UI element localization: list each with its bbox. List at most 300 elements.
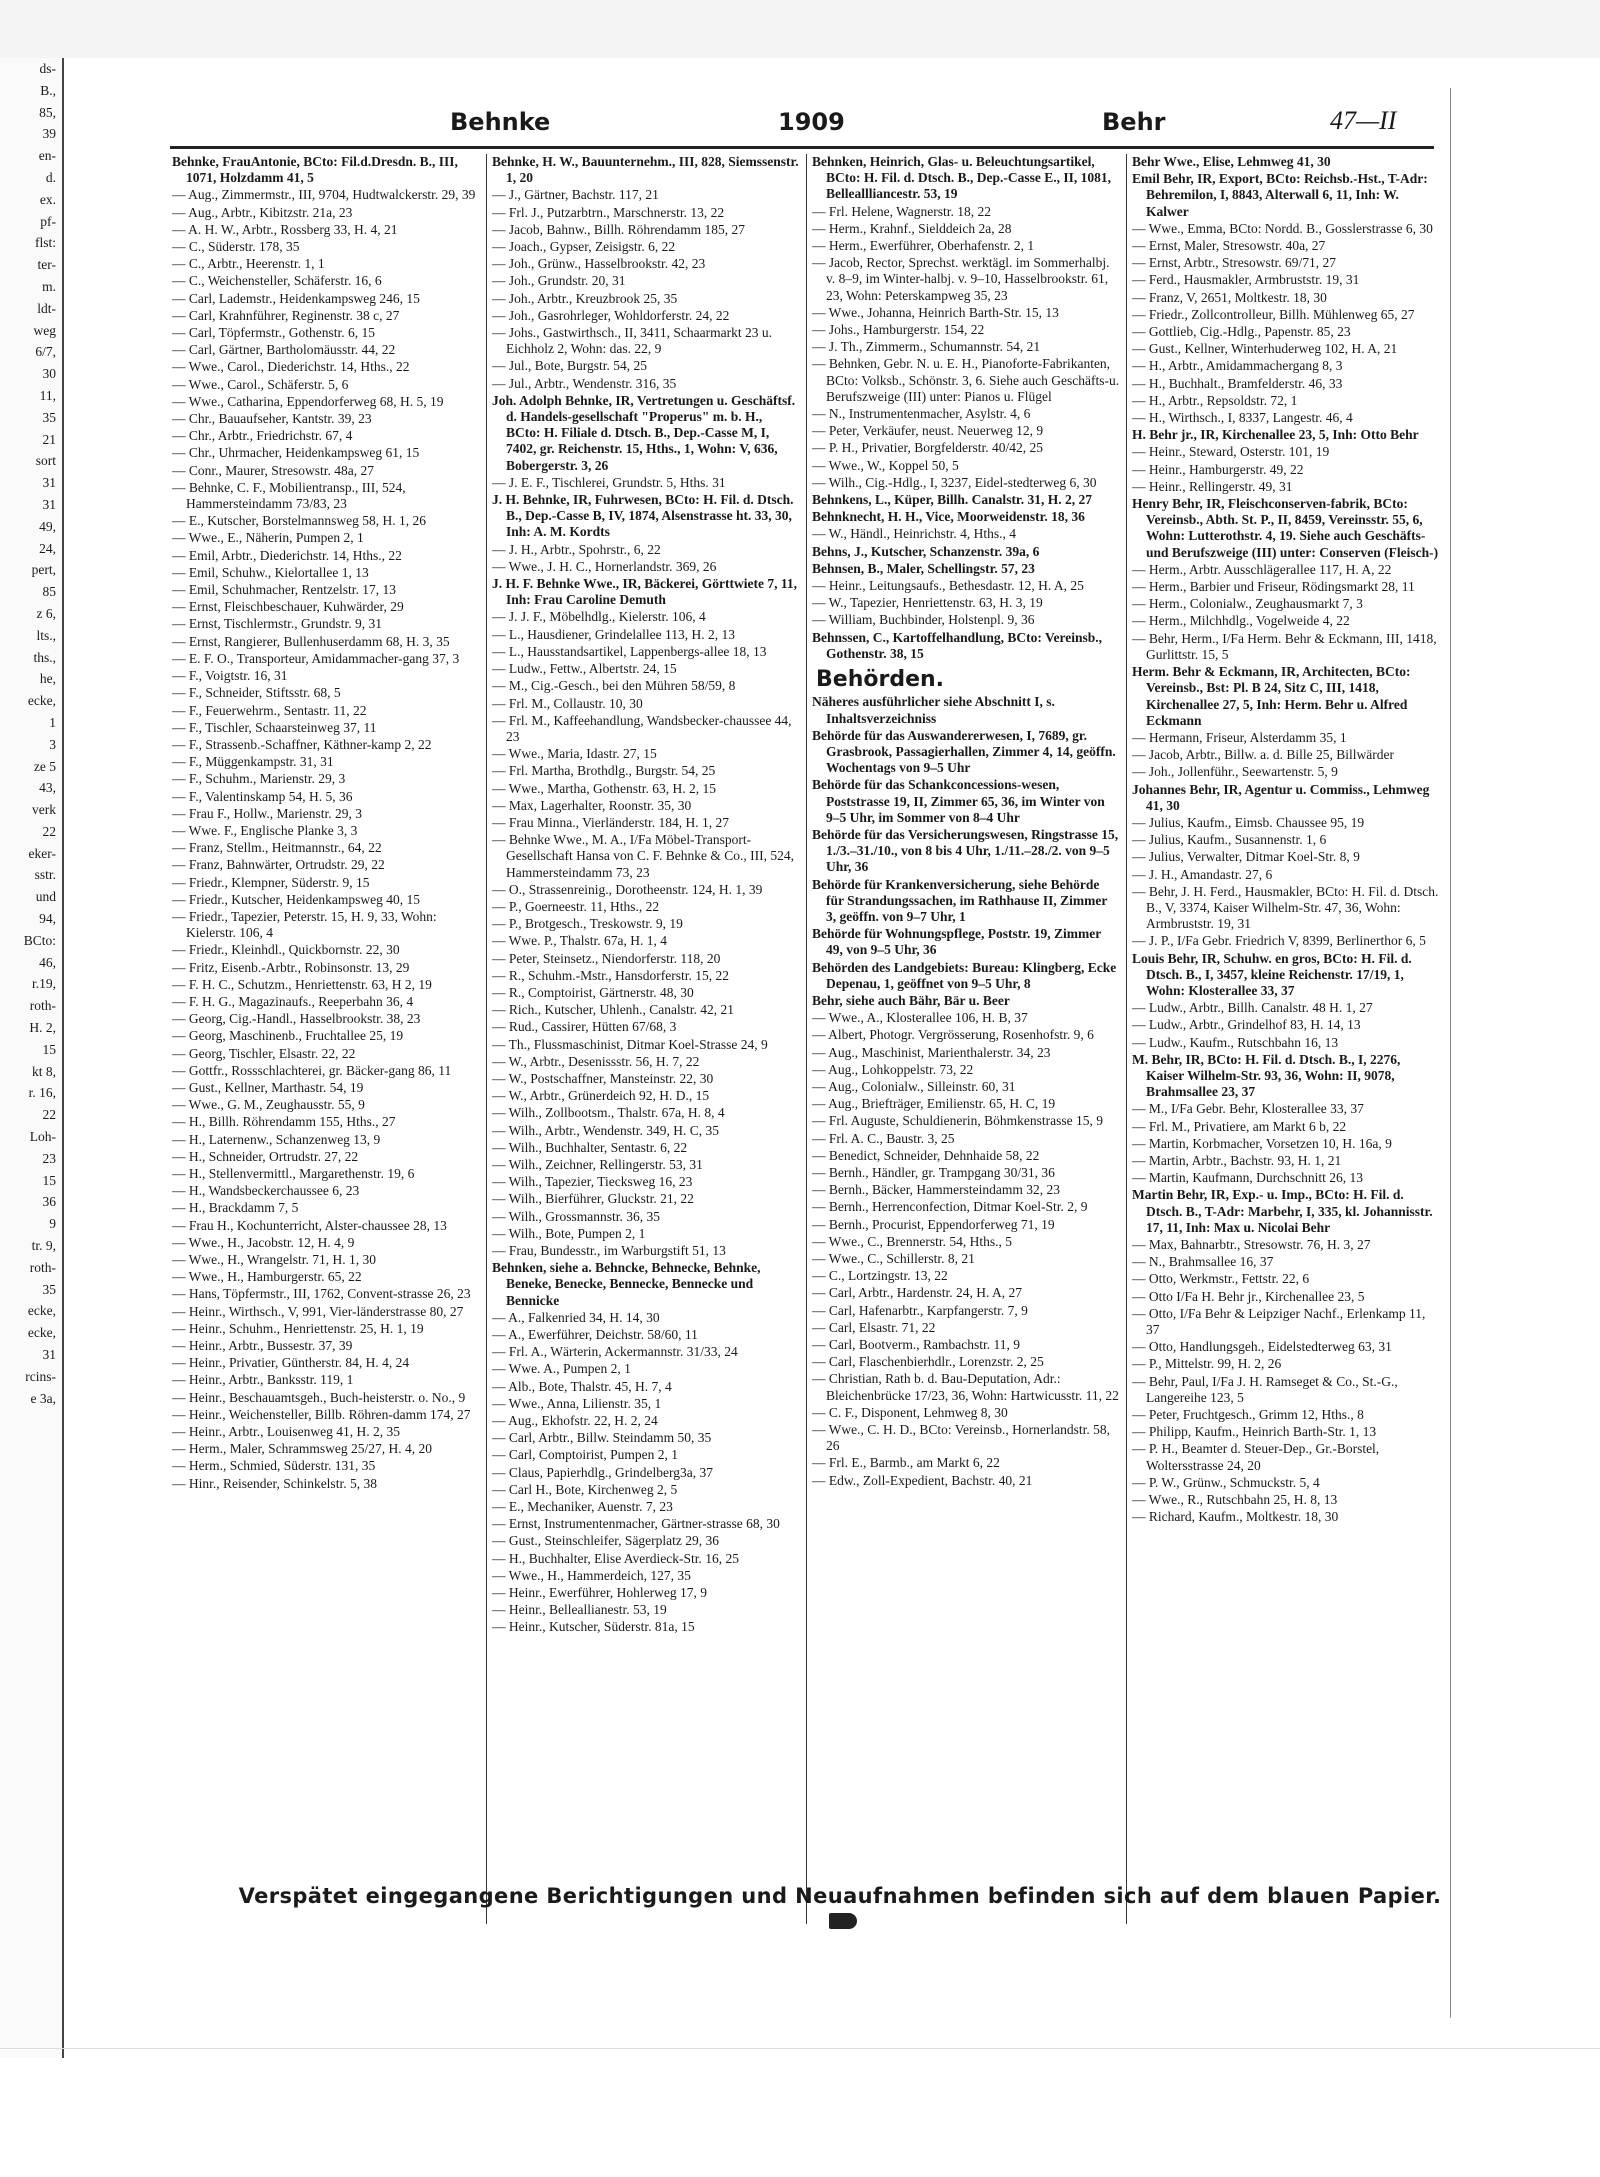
- directory-entry: — Wwe., Carol., Diederichstr. 14, Hths., 22: [172, 359, 410, 375]
- directory-entry: — Rud., Cassirer, Hütten 67/68, 3: [492, 1019, 677, 1035]
- directory-entry: — Hinr., Reisender, Schinkelstr. 5, 38: [172, 1475, 377, 1491]
- directory-entry: — Emil, Schuhw., Kielortallee 1, 13: [172, 564, 369, 580]
- directory-entry: — Carl, Flaschenbierhdlr., Lorenzstr. 2, 25: [812, 1354, 1044, 1370]
- directory-entry: — A. H. W., Arbtr., Rossberg 33, H. 4, 21: [172, 221, 398, 237]
- directory-entry: — Aug., Ekhofstr. 22, H. 2, 24: [492, 1413, 658, 1429]
- header-left-keyword: Behnke: [450, 108, 551, 136]
- directory-entry: — Heinr., Arbtr., Bussestr. 37, 39: [172, 1338, 353, 1354]
- directory-entry: — Carl, Comptoirist, Pumpen 2, 1: [492, 1447, 679, 1463]
- directory-entry: — Wilh., Zeichner, Rellingerstr. 53, 31: [492, 1156, 703, 1172]
- directory-entry: — Heinr., Belleallianestr. 53, 19: [492, 1602, 667, 1618]
- directory-entry: — Frl. A. C., Baustr. 3, 25: [812, 1130, 955, 1146]
- directory-entry: — Ernst, Rangierer, Bullenhuserdamm 68, H. 3, 35: [172, 633, 450, 649]
- directory-entry: — Wilh., Grossmannstr. 36, 35: [492, 1208, 660, 1224]
- directory-entry: Henry Behr, IR, Fleischconserven-fabrik, BCto: Vereinsb., Abth. St. P., II, 8459, Vereinsstr. 55, 6, Wohn: Lutterothstr. 4, 19. Siehe auch Geschäfts- und Berufszweige (III) unter: Conserven (Fleisch-): [1132, 496, 1439, 560]
- directory-entry: — Frau F., Hollw., Marienstr. 29, 3: [172, 805, 363, 821]
- directory-entry: — P. H., Privatier, Borgfelderstr. 40/42, 25: [812, 440, 1043, 456]
- directory-entry: — Heinr., Weichensteller, Billb. Röhren-damm 174, 27: [172, 1406, 471, 1422]
- directory-entry: — Jul., Arbtr., Wendenstr. 316, 35: [492, 375, 677, 391]
- edge-fragment: kt 8,: [31, 1063, 56, 1079]
- directory-entry: — Joh., Grünw., Hasselbrookstr. 42, 23: [492, 256, 706, 272]
- edge-fragment: 3: [49, 736, 56, 752]
- directory-entry: Behnken, siehe a. Behncke, Behnecke, Behnke, Beneke, Benecke, Bennecke, Bennecke und Bennicke: [492, 1260, 761, 1308]
- directory-entry: — Joh., Gasrohrleger, Wohldorferstr. 24, 22: [492, 307, 730, 323]
- directory-entry: — Wilh., Tapezier, Tiecksweg 16, 23: [492, 1174, 693, 1190]
- directory-entry: — N., Instrumentenmacher, Asylstr. 4, 6: [812, 406, 1031, 422]
- directory-entry: — Herm., Ewerführer, Oberhafenstr. 2, 1: [812, 238, 1035, 254]
- edge-fragment: he,: [39, 671, 56, 687]
- edge-fragment: 9: [49, 1216, 56, 1232]
- directory-entry: — Peter, Fruchtgesch., Grimm 12, Hths., 8: [1132, 1407, 1364, 1423]
- edge-fragment: 35: [42, 1281, 56, 1297]
- directory-entry: — Th., Flussmaschinist, Ditmar Koel-Strasse 24, 9: [492, 1036, 768, 1052]
- directory-entry: — Wwe. F., Englische Planke 3, 3: [172, 822, 358, 838]
- directory-entry: — H., Arbtr., Repsoldstr. 72, 1: [1132, 392, 1298, 408]
- directory-entry: — Behnke, C. F., Mobilientransp., III, 524, Hammersteindamm 73/83, 23: [172, 479, 406, 512]
- header-right-keyword: Behr: [1102, 108, 1166, 136]
- directory-entry: Behörde für das Versicherungswesen, Ringstrasse 15, 1./3.–31./10., von 8 bis 4 Uhr, 1./11.–28./2. von 9–5 Uhr, 36: [812, 826, 1119, 875]
- directory-entry: J. H. F. Behnke Wwe., IR, Bäckerei, Görttwiete 7, 11, Inh: Frau Caroline Demuth: [492, 576, 797, 608]
- column-divider: [1126, 154, 1127, 1924]
- edge-fragment: 23: [42, 1150, 56, 1166]
- directory-entry: — L., Hausstandsartikel, Lappenbergs-allee 18, 13: [492, 643, 767, 659]
- directory-entry: — William, Buchbinder, Holstenpl. 9, 36: [812, 612, 1035, 628]
- directory-entry: — P., Brotgesch., Treskowstr. 9, 19: [492, 916, 683, 932]
- directory-entry: Behnkens, L., Küper, Billh. Canalstr. 31, H. 2, 27: [812, 492, 1092, 508]
- directory-entry: — Ludw., Fettw., Albertstr. 24, 15: [492, 661, 677, 677]
- edge-fragment: ds-: [39, 61, 56, 76]
- directory-entry: — Heinr., Arbtr., Banksstr. 119, 1: [172, 1372, 354, 1388]
- directory-entry: — Alb., Bote, Thalstr. 45, H. 7, 4: [492, 1378, 672, 1394]
- directory-entry: — Wwe., H., Wrangelstr. 71, H. 1, 30: [172, 1252, 377, 1267]
- directory-entry: Behnke, FrauAntonie, BCto: Fil.d.Dresdn. B., III, 1071, Holzdamm 41, 5: [172, 154, 458, 186]
- directory-entry: — Heinr., Leitungsaufs., Bethesdastr. 12, H. A, 25: [812, 578, 1084, 594]
- edge-fragment: BCto:: [23, 932, 56, 948]
- directory-entry: — Rich., Kutscher, Uhlenh., Canalstr. 42, 21: [492, 1002, 735, 1018]
- page-number: 47—II: [1330, 106, 1397, 135]
- directory-entry: — Herm., Maler, Schrammsweg 25/27, H. 4, 20: [172, 1441, 433, 1457]
- directory-entry: — W., Händl., Heinrichstr. 4, Hths., 4: [812, 526, 1016, 542]
- directory-entry: — Herm., Arbtr. Ausschlägerallee 117, H. A, 22: [1132, 561, 1392, 577]
- directory-entry: — H., Wirthsch., I, 8337, Langestr. 46, 4: [1132, 410, 1353, 426]
- directory-entry: — J., Gärtner, Bachstr. 117, 21: [492, 187, 659, 203]
- directory-entry: — H., Stellenvermittl., Margarethenstr. 19, 6: [172, 1165, 415, 1181]
- directory-entry: — Ernst, Tischlermstr., Grundstr. 9, 31: [172, 616, 383, 632]
- directory-entry: — Chr., Bauaufseher, Kantstr. 39, 23: [172, 411, 372, 427]
- directory-entry: — Wwe. P., Thalstr. 67a, H. 1, 4: [492, 933, 667, 949]
- directory-entry: — Heinr., Steward, Osterstr. 101, 19: [1132, 444, 1330, 460]
- directory-entry: J. H. Behnke, IR, Fuhrwesen, BCto: H. Fil. d. Dtsch. B., Dep.-Casse B, IV, 1874, Alsenstrasse ht. 33, 30, Inh: A. M. Kordts: [492, 492, 794, 540]
- edge-fragment: verk: [32, 802, 56, 818]
- directory-entry: Johannes Behr, IR, Agentur u. Commiss., Lehmweg 41, 30: [1132, 781, 1430, 813]
- directory-entry: — J. P., I/Fa Gebr. Friedrich V, 8399, Berlinerthor 6, 5: [1132, 933, 1426, 949]
- directory-entry: — Frl. A., Wärterin, Ackermannstr. 31/33, 24: [492, 1344, 738, 1360]
- directory-entry: Behnsen, B., Maler, Schellingstr. 57, 23: [812, 560, 1035, 576]
- directory-entry: — Behnke Wwe., M. A., I/Fa Möbel-Transport-Gesellschaft Hansa von C. F. Behnke & Co., III, 524, Hammersteindamm 73, 23: [492, 832, 794, 880]
- directory-entry: — Claus, Papierhdlg., Grindelberg3a, 37: [492, 1464, 713, 1480]
- edge-fragment: 30: [42, 366, 56, 382]
- edge-fragment: ex.: [39, 191, 56, 207]
- directory-entry: — Behr, Paul, I/Fa J. H. Ramseget & Co., St.-G., Langereihe 123, 5: [1132, 1373, 1398, 1405]
- edge-fragment: 21: [42, 431, 56, 447]
- directory-entry: — Gottlieb, Cig.-Hdlg., Papenstr. 85, 23: [1132, 324, 1351, 340]
- directory-entry: — Julius, Kaufm., Susannenstr. 1, 6: [1132, 832, 1327, 848]
- edge-fragment: ths.,: [33, 649, 56, 665]
- directory-entry: M. Behr, IR, BCto: H. Fil. d. Dtsch. B., I, 2276, Kaiser Wilhelm-Str. 93, 36, Wohn: II, 9078, Brahmsallee 23, 37: [1132, 1051, 1401, 1100]
- directory-entry: — P., Mittelstr. 99, H. 2, 26: [1132, 1356, 1282, 1372]
- directory-entry: Behns, J., Kutscher, Schanzenstr. 39a, 6: [812, 543, 1040, 559]
- edge-fragment: Loh-: [29, 1129, 56, 1145]
- directory-entry: — Wwe., C. H. D., BCto: Vereinsb., Hornerlandstr. 58, 26: [812, 1422, 1110, 1454]
- directory-entry: — C., Süderstr. 178, 35: [172, 239, 300, 255]
- pointing-hand-icon: [829, 1913, 857, 1929]
- directory-entry: — Carl, Elsastr. 71, 22: [812, 1319, 936, 1335]
- directory-entry: — F., Tischler, Schaarsteinweg 37, 11: [172, 719, 377, 735]
- directory-entry: — Wwe., Catharina, Eppendorferweg 68, H. 5, 19: [172, 393, 444, 409]
- directory-entry: — Joh., Grundstr. 20, 31: [492, 273, 626, 289]
- directory-entry: — Ernst, Fleischbeschauer, Kuhwärder, 29: [172, 599, 404, 615]
- edge-fragment: rcins-: [25, 1368, 56, 1384]
- directory-entry: — Wilh., Bierführer, Gluckstr. 21, 22: [492, 1191, 694, 1207]
- directory-entry: — Friedr., Zollcontrolleur, Billh. Mühlenweg 65, 27: [1132, 306, 1415, 322]
- directory-entry: Behörde für das Schankconcessions-wesen, Poststrasse 19, II, Zimmer 65, 36, im Winter von 9–5 Uhr, im Sommer von 8–4 Uhr: [812, 777, 1105, 825]
- edge-fragment: r. 16,: [28, 1085, 56, 1101]
- edge-fragment: r.19,: [31, 976, 56, 992]
- directory-entry: — Otto, Werkmstr., Fettstr. 22, 6: [1132, 1271, 1310, 1287]
- column-1: [170, 154, 482, 1924]
- directory-entry: — Martin, Arbtr., Bachstr. 93, H. 1, 21: [1132, 1152, 1342, 1168]
- directory-entry: — Aug., Colonialw., Silleinstr. 60, 31: [812, 1078, 1016, 1094]
- edge-fragment: und: [35, 889, 56, 905]
- directory-entry: — C. F., Disponent, Lehmweg 8, 30: [812, 1404, 1008, 1420]
- directory-entry: — Franz, Stellm., Heitmannstr., 64, 22: [172, 840, 382, 856]
- scan-bottom-rule: [0, 2048, 1600, 2049]
- edge-fragment: weg: [33, 322, 56, 338]
- directory-entry: — H., Arbtr., Amidammachergang 8, 3: [1132, 358, 1343, 374]
- directory-entry: — Behr, J. H. Ferd., Hausmakler, BCto: H. Fil. d. Dtsch. B., V, 3374, Kaiser Wilhelm-Str. 47, 36, Wohn: Armbruststr. 19, 31: [1132, 883, 1439, 932]
- directory-entry: — Ernst, Arbtr., Stresowstr. 69/71, 27: [1132, 255, 1337, 271]
- directory-entry: — Julius, Verwalter, Ditmar Koel-Str. 8, 9: [1132, 849, 1360, 865]
- directory-entry: — Wwe., Maria, Idastr. 27, 15: [492, 746, 657, 762]
- directory-entry: — Friedr., Kutscher, Heidenkampsweg 40, 15: [172, 891, 421, 907]
- directory-entry: — Aug., Briefträger, Emilienstr. 65, H. C, 19: [812, 1096, 1056, 1112]
- directory-entry: — Frau Minna., Vierländerstr. 184, H. 1, 27: [492, 814, 730, 830]
- directory-entry: — H., Wandsbeckerchaussee 6, 23: [172, 1183, 360, 1199]
- directory-entry: Behörde für Krankenversicherung, siehe Behörde für Strandungssachen, im Rathhause II, Zimmer 3, geöffn. von 9–7 Uhr, 1: [812, 876, 1108, 924]
- directory-entry: — F., Müggenkampstr. 31, 31: [172, 754, 334, 770]
- directory-entry: — Max, Lagerhalter, Roonstr. 35, 30: [492, 797, 692, 813]
- edge-fragment: sstr.: [34, 867, 56, 883]
- directory-entry: — Joach., Gypser, Zeisigstr. 6, 22: [492, 239, 676, 255]
- directory-entry: — Wwe., Anna, Lilienstr. 35, 1: [492, 1395, 662, 1411]
- directory-entry: — Carl, Hafenarbtr., Karpfangerstr. 7, 9: [812, 1302, 1028, 1318]
- directory-entry: — F., Valentinskamp 54, H. 5, 36: [172, 788, 353, 804]
- edge-fragment: 22: [42, 1107, 56, 1123]
- column-2: [490, 154, 802, 1924]
- directory-entry: — Jul., Bote, Burgstr. 54, 25: [492, 358, 648, 374]
- directory-entry: — H., Schneider, Ortrudstr. 27, 22: [172, 1148, 359, 1164]
- directory-entry: — F. H. C., Schutzm., Henriettenstr. 63, H 2, 19: [172, 976, 432, 992]
- edge-fragment: 1: [49, 714, 56, 730]
- directory-entry: — H., Laternenw., Schanzenweg 13, 9: [172, 1131, 381, 1147]
- directory-entry: — Wilh., Cig.-Hdlg., I, 3237, Eidel-stedterweg 6, 30: [812, 474, 1097, 490]
- edge-fragment: 49,: [39, 518, 56, 534]
- directory-entry: — Frl. Helene, Wagnerstr. 18, 22: [812, 203, 992, 219]
- directory-entry: — Julius, Kaufm., Eimsb. Chaussee 95, 19: [1132, 814, 1365, 830]
- edge-fragment: 15: [42, 1172, 56, 1188]
- directory-entry: — Wwe., H., Jacobstr. 12, H. 4, 9: [172, 1234, 355, 1250]
- directory-entry: — Christian, Rath b. d. Bau-Deputation, Adr.: Bleichenbrücke 17/23, 36, Wohn: Hartwicusstr. 11, 22: [812, 1371, 1119, 1403]
- edge-fragment: tr. 9,: [31, 1238, 56, 1254]
- directory-entry: Herm. Behr & Eckmann, IR, Architecten, BCto: Vereinsb., Bst: Pl. B 24, Sitz C, III, 1418, Kirchenallee 27, 5, Inh: Herm. Behr u. Alfred Eckmann: [1132, 664, 1411, 728]
- directory-entry: — Bernh., Händler, gr. Trampgang 30/31, 36: [812, 1164, 1055, 1180]
- directory-entry: — Carl, Arbtr., Billw. Steindamm 50, 35: [492, 1430, 712, 1446]
- edge-fragment: ecke,: [27, 1303, 56, 1319]
- edge-fragment: 39: [42, 126, 56, 142]
- directory-entry: — Otto, I/Fa Behr & Leipziger Nachf., Erlenkamp 11, 37: [1132, 1305, 1426, 1338]
- directory-entry: — Wwe., J. H. C., Hornerlandstr. 369, 26: [492, 558, 717, 574]
- directory-entry: — A., Ewerführer, Deichstr. 58/60, 11: [492, 1327, 698, 1343]
- edge-fragment: pert,: [31, 562, 56, 578]
- directory-entry: — Georg, Maschinenb., Fruchtallee 25, 19: [172, 1028, 404, 1044]
- directory-entry: — Carl H., Bote, Kirchenweg 2, 5: [492, 1481, 678, 1497]
- directory-entry: — Johs., Gastwirthsch., II, 3411, Schaarmarkt 23 u. Eichholz 2, Wohn: das. 22, 9: [492, 325, 772, 357]
- edge-fragment: eker-: [28, 845, 56, 861]
- directory-entry: — J. Th., Zimmerm., Schumannstr. 54, 21: [812, 339, 1041, 355]
- previous-page-edge: [0, 58, 64, 2058]
- directory-entry: — Heinr., Privatier, Güntherstr. 84, H. 4, 24: [172, 1355, 410, 1371]
- directory-entry: — Wwe., E., Näherin, Pumpen 2, 1: [172, 530, 364, 546]
- directory-entry: — Heinr., Hamburgerstr. 49, 22: [1132, 461, 1304, 477]
- directory-entry: — Gust., Steinschleifer, Sägerplatz 29, 36: [492, 1533, 720, 1549]
- directory-entry: — Heinr., Ewerführer, Hohlerweg 17, 9: [492, 1585, 708, 1601]
- directory-entry: — W., Postschaffner, Mansteinstr. 22, 30: [492, 1070, 714, 1086]
- directory-entry: — W., Tapezier, Henriettenstr. 63, H. 3, 19: [812, 595, 1043, 611]
- edge-fragment: 31: [42, 496, 56, 512]
- directory-entry: — Heinr., Arbtr., Louisenweg 41, H. 2, 35: [172, 1424, 400, 1440]
- edge-fragment: 36: [42, 1194, 56, 1210]
- directory-entry: Behörde für Wohnungspflege, Poststr. 19, Zimmer 49, von 9–5 Uhr, 36: [812, 926, 1102, 958]
- directory-entry: — Wilh., Bote, Pumpen 2, 1: [492, 1225, 646, 1241]
- directory-entry: — Frl. E., Barmb., am Markt 6, 22: [812, 1455, 1000, 1471]
- directory-entry: — Bernh., Herrenconfection, Ditmar Koel-Str. 2, 9: [812, 1199, 1088, 1215]
- directory-entry: — Carl, Töpfermstr., Gothenstr. 6, 15: [172, 325, 375, 341]
- directory-entry: — Friedr., Kleinhdl., Quickbornstr. 22, 30: [172, 942, 400, 958]
- directory-entry: — Wilh., Arbtr., Wendenstr. 349, H. C, 35: [492, 1122, 719, 1138]
- edge-fragment: roth-: [29, 998, 56, 1014]
- directory-entry: — F. H. G., Magazinaufs., Reeperbahn 36, 4: [172, 993, 414, 1009]
- directory-entry: H. Behr jr., IR, Kirchenallee 23, 5, Inh: Otto Behr: [1132, 427, 1419, 443]
- directory-entry: — Peter, Steinsetz., Niendorferstr. 118, 20: [492, 950, 721, 966]
- directory-entry: — Wwe., A., Klosterallee 106, H. B, 37: [812, 1010, 1028, 1026]
- directory-entry: — Otto, Handlungsgeh., Eidelstedterweg 63, 31: [1132, 1339, 1392, 1355]
- edge-fragment: 31: [42, 1347, 56, 1363]
- directory-entry: — Emil, Arbtr., Diederichstr. 14, Hths., 22: [172, 547, 402, 563]
- directory-entry: — Edw., Zoll-Expedient, Bachstr. 40, 21: [812, 1472, 1033, 1488]
- edge-fragment: ecke,: [27, 1325, 56, 1341]
- directory-entry: — Ludw., Arbtr., Grindelhof 83, H. 14, 13: [1132, 1017, 1361, 1033]
- directory-entry: — Georg, Tischler, Elsastr. 22, 22: [172, 1045, 356, 1061]
- directory-entry: — Ludw., Arbtr., Billh. Canalstr. 48 H. 1, 27: [1132, 1000, 1373, 1016]
- directory-entry: — E., Mechaniker, Auenstr. 7, 23: [492, 1499, 673, 1515]
- page-footer-notice: [230, 1884, 1450, 1932]
- directory-entry: — Frl. M., Collaustr. 10, 30: [492, 695, 643, 711]
- directory-entry: — M., Cig.-Gesch., bei den Mühren 58/59, 8: [492, 678, 736, 694]
- edge-fragment: ecke,: [27, 693, 56, 709]
- directory-entry: Behnknecht, H. H., Vice, Moorweidenstr. 18, 36: [812, 509, 1085, 525]
- directory-entry: — Chr., Arbtr., Friedrichstr. 67, 4: [172, 428, 353, 444]
- column-4: [1130, 154, 1442, 1924]
- directory-entry: — Peter, Verkäufer, neust. Neuerweg 12, 9: [812, 423, 1044, 439]
- directory-entry: — R., Comptoirist, Gärtnerstr. 48, 30: [492, 984, 694, 1000]
- directory-entry: — Martin, Kaufmann, Durchschnitt 26, 13: [1132, 1170, 1363, 1186]
- directory-entry: — Martin, Korbmacher, Vorsetzen 10, H. 16a, 9: [1132, 1135, 1392, 1151]
- edge-fragment: 11,: [39, 387, 56, 403]
- directory-entry: — J. J. F., Möbelhdlg., Kielerstr. 106, 4: [492, 609, 706, 625]
- directory-entry: — Ludw., Kaufm., Rutschbahn 16, 13: [1132, 1034, 1339, 1050]
- directory-entry: — Heinr., Kutscher, Süderstr. 81a, 15: [492, 1619, 695, 1635]
- edge-fragment: 46,: [39, 954, 56, 970]
- directory-entry: — Franz, Bahnwärter, Ortrudstr. 29, 22: [172, 857, 385, 873]
- directory-entry: — Wwe., Carol., Schäferstr. 5, 6: [172, 376, 349, 392]
- edge-fragment: roth-: [29, 1259, 56, 1275]
- directory-entry: — Franz, V, 2651, Moltkestr. 18, 30: [1132, 289, 1327, 305]
- directory-entry: — W., Arbtr., Desenissstr. 56, H. 7, 22: [492, 1053, 700, 1069]
- directory-entry: — Ernst, Maler, Stresowstr. 40a, 27: [1132, 238, 1326, 254]
- directory-entry: — Jacob, Rector, Sprechst. werktägl. im Sommerhalbj. v. 8–9, im Winter-halbj. v. 9–10, Hasselbrookstr. 61, 23, Wohn: Peterskampweg 35, 23: [812, 255, 1110, 303]
- directory-entry: — Frl. M., Privatiere, am Markt 6 b, 22: [1132, 1118, 1347, 1134]
- directory-entry: — Aug., Arbtr., Kibitzstr. 21a, 23: [172, 204, 353, 220]
- directory-entry: — Wwe., H., Hammerdeich, 127, 35: [492, 1567, 691, 1583]
- directory-entry: — Behnken, Gebr. N. u. E. H., Pianoforte-Fabrikanten, BCto: Volksb., Schönstr. 3, 6. Siehe auch Geschäfts-u. Berufszweige (III) unter: Pianos u. Flügel: [812, 356, 1120, 404]
- edge-fragment: ter-: [37, 257, 56, 273]
- directory-entry: — F., Feuerwehrm., Sentastr. 11, 22: [172, 702, 367, 718]
- directory-entry: — Georg, Cig.-Handl., Hasselbrookstr. 38, 23: [172, 1011, 421, 1027]
- directory-entry: Behörde für das Auswandererwesen, I, 7689, gr. Grasbrook, Passagierhallen, Zimmer 4, 14, geöffn. Wochentags von 9–5 Uhr: [812, 727, 1116, 776]
- directory-page: [150, 88, 1451, 2018]
- edge-fragment: en-: [38, 148, 56, 164]
- directory-entry: — C., Lortzingstr. 13, 22: [812, 1268, 948, 1284]
- directory-entry: — Aug., Zimmermstr., III, 9704, Hudtwalckerstr. 29, 39: [172, 187, 476, 203]
- directory-entry: — Conr., Maurer, Stresowstr. 48a, 27: [172, 462, 374, 478]
- directory-entry: — Herm., Krahnf., Sielddeich 2a, 28: [812, 220, 1012, 236]
- directory-entry: — Bernh., Bäcker, Hammersteindamm 32, 23: [812, 1182, 1061, 1198]
- directory-entry: — Carl, Lademstr., Heidenkampsweg 246, 15: [172, 290, 420, 306]
- directory-columns: [170, 154, 1439, 1924]
- directory-entry: — Wwe., G. M., Zeughausstr. 55, 9: [172, 1097, 365, 1113]
- directory-entry: — Otto I/Fa H. Behr jr., Kirchenallee 23, 5: [1132, 1288, 1365, 1304]
- edge-fragment: B.,: [40, 82, 56, 98]
- edge-fragment: d.: [45, 169, 56, 185]
- directory-entry: — Albert, Photogr. Vergrösserung, Rosenhofstr. 9, 6: [812, 1027, 1094, 1043]
- directory-entry: — Hans, Töpfermstr., III, 1762, Convent-strasse 26, 23: [172, 1286, 471, 1302]
- directory-entry: — L., Hausdiener, Grindelallee 113, H. 2, 13: [492, 626, 736, 642]
- directory-entry: — Jacob, Arbtr., Billw. a. d. Bille 25, Billwärder: [1132, 747, 1394, 763]
- directory-entry: — Herm., Schmied, Süderstr. 131, 35: [172, 1458, 376, 1474]
- edge-fragment: flst:: [34, 235, 56, 251]
- edge-fragment: 94,: [39, 911, 56, 927]
- directory-entry: — F., Schuhm., Marienstr. 29, 3: [172, 771, 346, 787]
- edge-fragment: 15: [42, 1041, 56, 1057]
- directory-entry: — Wwe., W., Koppel 50, 5: [812, 457, 959, 473]
- edge-fragment: z 6,: [36, 605, 56, 621]
- edge-fragment: 31: [42, 475, 56, 491]
- directory-entry: — H., Brackdamm 7, 5: [172, 1200, 299, 1216]
- edge-fragment: pf-: [40, 213, 56, 229]
- directory-entry: — Heinr., Schuhm., Henriettenstr. 25, H. 1, 19: [172, 1320, 424, 1336]
- scan-top-band: [0, 0, 1600, 58]
- directory-entry: — Gust., Kellner, Marthastr. 54, 19: [172, 1079, 364, 1095]
- directory-entry: — Gust., Kellner, Winterhuderweg 102, H. A, 21: [1132, 341, 1398, 357]
- directory-entry: — Richard, Kaufm., Moltkestr. 18, 30: [1132, 1509, 1339, 1525]
- directory-entry: Louis Behr, IR, Schuhw. en gros, BCto: H. Fil. d. Dtsch. B., I, 3457, kleine Reichenstr. 17/19, 1, Wohn: Klosterallee 33, 37: [1132, 950, 1412, 998]
- directory-entry: — Wilh., Buchhalter, Sentastr. 6, 22: [492, 1139, 688, 1155]
- edge-fragment: ze 5: [33, 758, 56, 774]
- directory-entry: — J. E. F., Tischlerei, Grundstr. 5, Hths. 31: [492, 474, 726, 490]
- page-header: [150, 88, 1450, 148]
- directory-entry: Behr Wwe., Elise, Lehmweg 41, 30: [1132, 154, 1331, 169]
- directory-entry: — Hermann, Friseur, Alsterdamm 35, 1: [1132, 729, 1347, 745]
- directory-entry: — Herm., Milchhdlg., Vogelweide 4, 22: [1132, 613, 1350, 629]
- header-year: 1909: [778, 108, 845, 136]
- directory-entry: — Fritz, Eisenb.-Arbtr., Robinsonstr. 13, 29: [172, 959, 410, 975]
- edge-fragment: sort: [35, 453, 56, 469]
- directory-entry: — Behr, Herm., I/Fa Herm. Behr & Eckmann, III, 1418, Gurlittstr. 15, 5: [1132, 630, 1437, 662]
- section-heading: Behörden.: [816, 667, 945, 693]
- edge-fragment: 35: [42, 409, 56, 425]
- directory-entry: — Bernh., Procurist, Eppendorferweg 71, 19: [812, 1216, 1055, 1232]
- directory-entry: Behnssen, C., Kartoffelhandlung, BCto: Vereinsb., Gothenstr. 38, 15: [812, 629, 1103, 661]
- directory-entry: — H., Billh. Röhrendamm 155, Hths., 27: [172, 1114, 396, 1130]
- directory-entry: — E. F. O., Transporteur, Amidammacher-gang 37, 3: [172, 650, 460, 666]
- directory-entry: — Heinr., Rellingerstr. 49, 31: [1132, 478, 1293, 494]
- directory-entry: — Frl. Auguste, Schuldienerin, Böhmkenstrasse 15, 9: [812, 1113, 1103, 1129]
- directory-entry: — H., Buchhalter, Elise Averdieck-Str. 16, 25: [492, 1550, 740, 1566]
- directory-entry: — Frl. J., Putzarbtrn., Marschnerstr. 13, 22: [492, 204, 725, 220]
- directory-entry: — Wwe. A., Pumpen 2, 1: [492, 1361, 631, 1377]
- directory-entry: — Herm., Colonialw., Zeughausmarkt 7, 3: [1132, 596, 1363, 612]
- directory-entry: — P., Goerneestr. 11, Hths., 22: [492, 898, 660, 914]
- edge-fragment: 24,: [39, 540, 56, 556]
- directory-entry: — Joh., Arbtr., Kreuzbrook 25, 35: [492, 290, 678, 306]
- directory-entry: — E., Kutscher, Borstelmannsweg 58, H. 1, 26: [172, 513, 427, 529]
- directory-entry: Martin Behr, IR, Exp.- u. Imp., BCto: H. Fil. d. Dtsch. B., T-Adr: Marbehr, I, 335, kl. Johannisstr. 17, 11, Inh: Max u. Nicolai Behr: [1132, 1187, 1433, 1235]
- edge-fragment: 85,: [39, 104, 56, 120]
- directory-entry: — Jacob, Bahnw., Billh. Röhrendamm 185, 27: [492, 221, 745, 237]
- edge-fragment: ldt-: [37, 300, 56, 316]
- directory-entry: — M., I/Fa Gebr. Behr, Klosterallee 33, 37: [1132, 1101, 1364, 1117]
- directory-entry: — Frl. M., Kaffeehandlung, Wandsbecker-chaussee 44, 23: [492, 712, 792, 744]
- edge-fragment: m.: [42, 278, 56, 294]
- directory-entry: — F., Voigtstr. 16, 31: [172, 668, 288, 684]
- edge-fragment: lts.,: [36, 627, 56, 643]
- directory-entry: — Philipp, Kaufm., Heinrich Barth-Str. 1, 13: [1132, 1424, 1377, 1440]
- directory-entry: — Carl, Krahnführer, Reginenstr. 38 c, 27: [172, 307, 400, 323]
- directory-entry: — Wwe., C., Schillerstr. 8, 21: [812, 1251, 975, 1266]
- directory-entry: — Herm., Barbier und Friseur, Rödingsmarkt 28, 11: [1132, 579, 1415, 595]
- directory-entry: Joh. Adolph Behnke, IR, Vertretungen u. Geschäftsf. d. Handels-gesellschaft "Properus" m. b. H., BCto: H. Filiale d. Dtsch. B., Dep.-Casse M, I, 7402, gr. Reichenstr. 15, Hths., 1, Wohn: V, 636, Bobergerstr. 3, 26: [492, 392, 796, 473]
- header-rule: [170, 146, 1434, 149]
- directory-entry: — J. H., Amandastr. 27, 6: [1132, 866, 1273, 882]
- directory-entry: Behr, siehe auch Bähr, Bär u. Beer: [812, 992, 1010, 1008]
- directory-entry: — N., Brahmsallee 16, 37: [1132, 1254, 1274, 1270]
- edge-fragment: 85: [42, 584, 56, 600]
- directory-entry: — Johs., Hamburgerstr. 154, 22: [812, 322, 985, 338]
- column-divider: [806, 154, 807, 1924]
- directory-entry: — Benedict, Schneider, Dehnhaide 58, 22: [812, 1147, 1040, 1163]
- directory-entry: — C., Arbtr., Heerenstr. 1, 1: [172, 256, 325, 272]
- directory-entry: — Joh., Jollenführ., Seewartenstr. 5, 9: [1132, 764, 1338, 780]
